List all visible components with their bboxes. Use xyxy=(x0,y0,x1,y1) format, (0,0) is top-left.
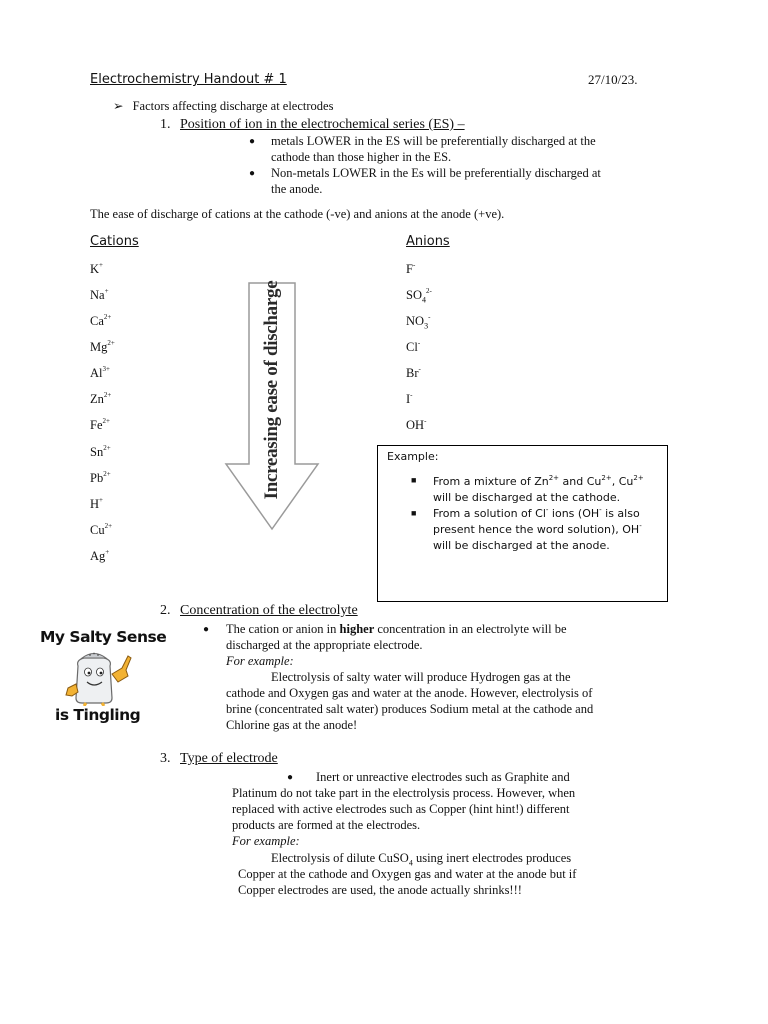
page-title: Electrochemistry Handout # 1 xyxy=(90,72,287,87)
date: 27/10/23. xyxy=(588,72,638,87)
cation-item xyxy=(90,471,111,486)
cation-charge: + xyxy=(105,548,110,556)
section2-example-line: Electrolysis of salty water will produce Hydrogen gas at the xyxy=(271,670,571,684)
meme-top-text: My Salty Sense xyxy=(40,628,167,646)
anion-item xyxy=(406,418,426,433)
cation-charge: + xyxy=(99,261,103,269)
cation-symbol: Fe xyxy=(90,418,103,432)
cation-item xyxy=(90,445,111,460)
anion-charge: - xyxy=(428,313,431,321)
cation-item xyxy=(90,549,109,564)
anion-charge: 2- xyxy=(425,287,432,295)
cation-charge: 2+ xyxy=(103,391,112,399)
section2-heading-text: Concentration of the electrolyte xyxy=(180,603,358,618)
section2-for-example: For example: xyxy=(226,654,294,668)
anion-item xyxy=(406,262,415,277)
anion-item xyxy=(406,314,430,331)
cation-symbol: Na xyxy=(90,288,105,302)
text-run: The cation or anion in xyxy=(226,622,340,636)
anion-symbol: NO xyxy=(406,314,425,328)
ease-of-discharge-text: The ease of discharge of cations at the cathode (-ve) and anions at the anode (+ve). xyxy=(90,207,505,221)
anion-item xyxy=(406,288,432,305)
cation-symbol: Cu xyxy=(90,523,105,537)
arrow-bullet-icon: ➢ xyxy=(113,99,124,113)
section3-line: Inert or unreactive electrodes such as Graphite and xyxy=(316,770,570,784)
cation-symbol: H xyxy=(90,497,100,511)
cation-symbol: K xyxy=(90,262,100,276)
section2-bullet-line1 xyxy=(226,622,567,637)
section3-example-line2: Copper at the cathode and Oxygen gas and water at the anode but if xyxy=(238,867,577,881)
example-bullet-2-line2 xyxy=(433,523,642,536)
bullet-icon: ● xyxy=(249,136,256,147)
section2-example-line: brine (concentrated salt water) produces Sodium metal at the cathode and xyxy=(226,702,594,716)
anion-subscript: 3 xyxy=(424,321,429,331)
cation-charge: 2+ xyxy=(103,470,111,478)
text-run: Electrolysis of dilute CuSO xyxy=(271,851,409,865)
bullet-icon: ● xyxy=(287,772,294,783)
anion-charge: - xyxy=(412,261,416,269)
cation-item xyxy=(90,418,110,433)
section3-line: Platinum do not take part in the electrolysis process. However, when xyxy=(232,786,576,800)
cation-charge: 2+ xyxy=(103,313,112,321)
cation-charge: + xyxy=(104,287,109,295)
intro-bullet xyxy=(113,98,333,114)
section2-bullet-line2: discharged at the appropriate electrode. xyxy=(226,638,423,652)
section3-heading-text: Type of electrode xyxy=(180,751,278,766)
anion-item xyxy=(406,366,421,381)
superscript: - xyxy=(599,506,602,514)
section1-bullet-1-line2: cathode than those higher in the ES. xyxy=(271,150,452,164)
bullet-icon: ● xyxy=(203,624,210,635)
cation-item xyxy=(90,497,103,512)
section1-heading xyxy=(160,117,465,133)
section1-bullet-2-line2: the anode. xyxy=(271,182,323,196)
anion-charge: - xyxy=(424,417,427,425)
cation-item xyxy=(90,340,115,355)
cation-charge: + xyxy=(99,496,103,504)
bold-text: higher xyxy=(339,622,375,636)
section3-example-line3: Copper electrodes are used, the anode actually shrinks!!! xyxy=(238,883,522,897)
cations-heading: Cations xyxy=(90,234,139,249)
anion-symbol: Cl xyxy=(406,340,418,354)
anion-symbol: F xyxy=(406,262,413,276)
meme-bottom-text: is Tingling xyxy=(55,706,141,724)
section3-line: products are formed at the electrodes. xyxy=(232,818,421,832)
superscript: - xyxy=(639,522,642,530)
cation-symbol: Zn xyxy=(90,392,104,406)
cation-symbol: Pb xyxy=(90,471,104,485)
cation-symbol: Al xyxy=(90,366,103,380)
superscript: - xyxy=(545,506,549,514)
cation-charge: 3+ xyxy=(102,365,110,373)
superscript: 2+ xyxy=(548,474,560,482)
cation-charge: 2+ xyxy=(104,522,113,530)
text-run: and Cu xyxy=(559,475,602,488)
superscript: 2+ xyxy=(601,474,612,482)
cation-item xyxy=(90,523,112,538)
intro-bullet-text: Factors affecting discharge at electrodes xyxy=(132,99,334,113)
section1-number: 1. xyxy=(160,117,171,132)
cation-symbol: Ca xyxy=(90,314,104,328)
section3-heading xyxy=(160,751,278,767)
cation-item xyxy=(90,262,103,277)
section2-example-line: cathode and Oxygen gas and water at the anode. However, electrolysis of xyxy=(226,686,593,700)
section3-line: replaced with active electrodes such as Copper (hint hint!) different xyxy=(232,802,570,816)
text-run: ions (OH xyxy=(548,507,600,520)
section2-heading xyxy=(160,603,358,619)
bullet-icon: ■ xyxy=(411,508,417,518)
anion-symbol: Br xyxy=(406,366,419,380)
section2-example-line: Chlorine gas at the anode! xyxy=(226,718,358,732)
example-bullet-2-line3: will be discharged at the anode. xyxy=(433,539,610,552)
example-box-title: Example: xyxy=(387,450,439,463)
text-run: From a mixture of Zn xyxy=(433,475,549,488)
cation-symbol: Ag xyxy=(90,549,106,563)
text-run: is also xyxy=(601,507,640,520)
text-run: using inert electrodes produces xyxy=(412,851,572,865)
anion-charge: - xyxy=(417,339,421,347)
section3-example-line1 xyxy=(271,851,571,868)
anions-heading: Anions xyxy=(406,234,450,249)
example-bullet-1-line1 xyxy=(433,475,644,488)
anion-item xyxy=(406,340,420,355)
section1-bullet-1-line1: metals LOWER in the ES will be preferentially discharged at the xyxy=(271,134,596,148)
bullet-icon: ● xyxy=(249,168,256,179)
anion-subscript: 4 xyxy=(421,295,426,305)
section1-bullet-2-line1: Non-metals LOWER in the Es will be preferentially discharged at xyxy=(271,166,601,180)
anion-symbol: I xyxy=(406,392,411,406)
section3-for-example: For example: xyxy=(232,834,300,848)
section1-heading-text: Position of ion in the electrochemical series (ES) – xyxy=(180,117,465,132)
text-run: present hence the word solution), OH xyxy=(433,523,640,536)
cation-item xyxy=(90,314,111,329)
text-run: From a solution of Cl xyxy=(433,507,546,520)
salt-shaker-icon xyxy=(62,648,136,706)
anion-symbol: OH xyxy=(406,418,425,432)
section3-number: 3. xyxy=(160,751,171,766)
anion-item xyxy=(406,392,413,407)
cation-symbol: Mg xyxy=(90,340,108,354)
cation-charge: 2+ xyxy=(103,444,111,452)
bullet-icon: ■ xyxy=(411,475,417,485)
example-bullet-2-line1 xyxy=(433,507,640,520)
anion-charge: - xyxy=(418,365,421,373)
cation-item xyxy=(90,288,109,303)
cation-item xyxy=(90,392,111,407)
cation-charge: 2+ xyxy=(102,417,110,425)
arrow-label: Increasing ease of discharge xyxy=(261,280,282,500)
text-run: , Cu xyxy=(611,475,634,488)
superscript: 2+ xyxy=(633,474,644,482)
cation-symbol: Sn xyxy=(90,445,104,459)
anion-charge: - xyxy=(410,391,413,399)
cation-charge: 2+ xyxy=(107,339,115,347)
subscript: 4 xyxy=(408,858,413,868)
example-bullet-1-line2: will be discharged at the cathode. xyxy=(433,491,621,504)
cation-item xyxy=(90,366,110,381)
section2-number: 2. xyxy=(160,603,171,618)
anion-symbol: SO xyxy=(406,288,422,302)
text-run: concentration in an electrolyte will be xyxy=(374,622,567,636)
